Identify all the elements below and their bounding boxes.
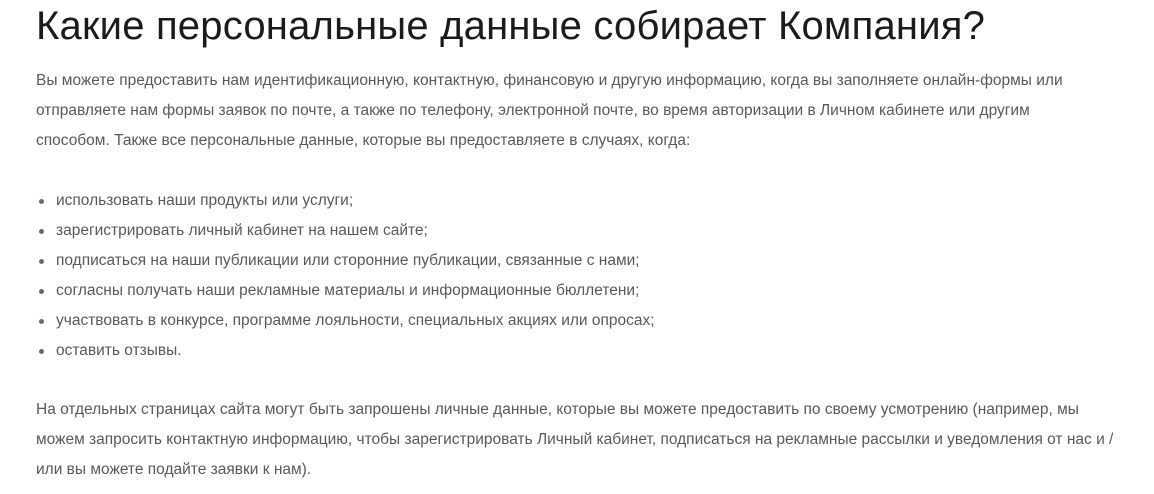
list-item-text: согласны получать наши рекламные материалы и информационные бюллетени; <box>56 282 640 299</box>
bullet-icon <box>39 259 44 264</box>
list-item <box>36 246 1136 276</box>
bullet-icon <box>39 289 44 294</box>
bullet-icon <box>39 199 44 204</box>
bullet-icon <box>39 349 44 354</box>
page-title: Какие персональные данные собирает Компания? <box>36 4 986 48</box>
outro-paragraph: На отдельных страницах сайта могут быть запрошены личные данные, которые вы можете предоставить по своему усмотрению (например, мы можем запросить контактную информацию, чтобы зарегистрировать Личный кабинет, подписаться на рекламные рассылки и уведомления от нас и / или вы можете подайте заявки к нам). <box>36 401 1114 478</box>
intro-paragraph: Вы можете предоставить нам идентификационную, контактную, финансовую и другую информацию, когда вы заполняете онлайн-формы или отправляете нам формы заявок по почте, а также по телефону, электронной почте, во время авторизации в Личном кабинете или другим способом. Также все персональные данные, которые вы предоставляете в случаях, когда: <box>36 72 1063 149</box>
list-item-text: оставить отзывы. <box>56 342 182 359</box>
list-item <box>36 336 1136 366</box>
data-collection-cases-list <box>36 186 1136 366</box>
list-item <box>36 216 1136 246</box>
bullet-icon <box>39 229 44 234</box>
list-item-text: подписаться на наши публикации или сторонние публикации, связанные с нами; <box>56 252 640 269</box>
list-item-text: зарегистрировать личный кабинет на нашем сайте; <box>56 222 428 239</box>
list-item <box>36 186 1136 216</box>
list-item-text: использовать наши продукты или услуги; <box>56 192 354 209</box>
list-item-text: участвовать в конкурсе, программе лояльности, специальных акциях или опросах; <box>56 312 655 329</box>
article-content <box>36 0 1136 485</box>
bullet-icon <box>39 319 44 324</box>
list-item <box>36 276 1136 306</box>
list-item <box>36 306 1136 336</box>
